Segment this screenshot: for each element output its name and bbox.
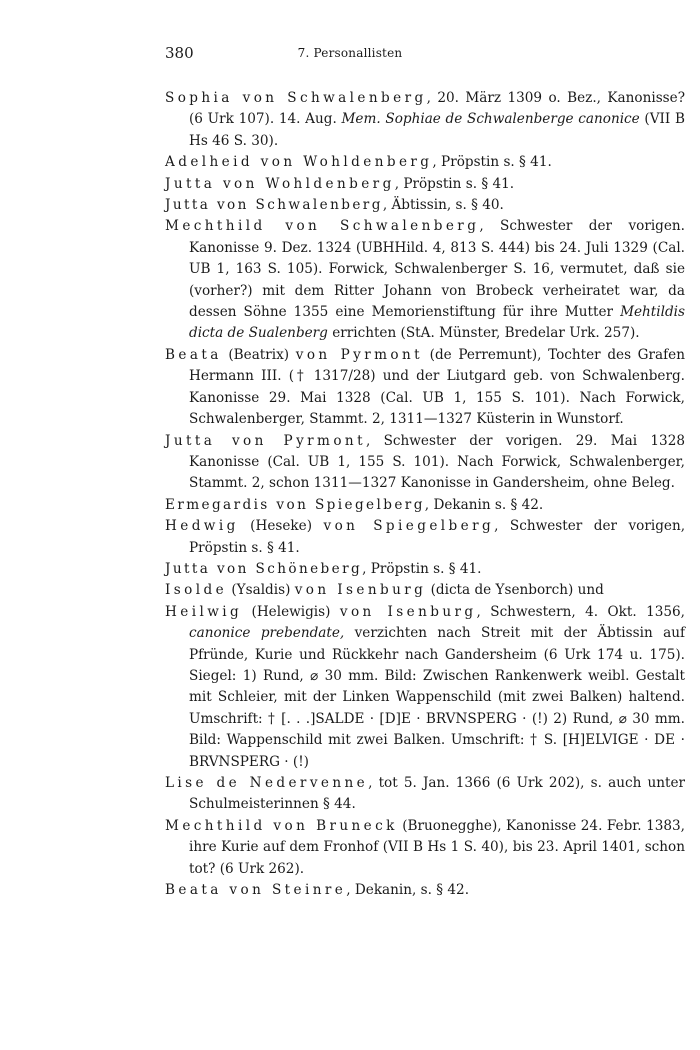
entry-text: , tot 5. Jan. 1366 (6 Urk 202), s. auch unter Schulmeisterinnen § 44. bbox=[189, 775, 685, 813]
person-name: Isolde bbox=[165, 582, 228, 599]
list-entry bbox=[165, 195, 685, 216]
person-name: Mechthild von Bruneck bbox=[165, 817, 398, 834]
entry-text: (Ysaldis) bbox=[227, 582, 295, 599]
entry-text: , Dekanin s. § 42. bbox=[424, 496, 544, 513]
page-header bbox=[0, 38, 700, 62]
entry-text: , Pröpstin s. § 41. bbox=[432, 154, 552, 171]
entry-text: , Schwester der vorigen. 29. Mai 1328 Kanonisse (Cal. UB 1, 155 S. 101). Nach Forwick, Schwalenberger, Stammt. 2, schon 1311—1327 Kanonisse in Gandersheim, ohne Beleg. bbox=[189, 432, 685, 492]
person-name: Lise de Nedervenne bbox=[165, 775, 369, 791]
person-name: von Spiegelberg bbox=[323, 518, 495, 535]
entry-text: , 20. März 1309 o. Bez., Kanonisse? (6 Urk 107). 14. Aug. bbox=[189, 90, 685, 128]
person-name: Adelheid von Wohldenberg bbox=[165, 154, 433, 171]
list-entry bbox=[165, 216, 685, 344]
entry-quote: Mem. Sophiae de Schwalenberge canonice bbox=[341, 111, 640, 128]
list-entry bbox=[165, 559, 685, 580]
list-entry bbox=[165, 816, 685, 880]
entry-text: (Heseke) bbox=[238, 518, 324, 535]
person-name: Hedwig bbox=[165, 518, 239, 535]
entry-quote: Mehtildis dicta de Sualenberg bbox=[189, 304, 685, 342]
list-entry bbox=[165, 431, 685, 495]
person-name: Heilwig bbox=[165, 603, 243, 620]
entry-text: , Schwestern, 4. Okt. 1356, bbox=[476, 603, 686, 620]
person-name: Jutta von Wohldenberg bbox=[165, 175, 395, 192]
entry-text: , Dekanin, s. § 42. bbox=[346, 882, 470, 899]
person-name: Beata bbox=[165, 346, 222, 363]
entry-text: (de Perremunt), Tochter des Grafen Hermann III. († 1317/28) und der Liutgard geb. von Schwalenberg. Kanonisse 29. Mai 1328 (Cal. UB 1, 155 S. 101). Nach Forwick, Schwalenberger, Stammt. 2, 1311—1327 Küsterin in Wunstorf. bbox=[189, 346, 685, 428]
person-name: Mechthild von Schwalenberg bbox=[165, 218, 480, 235]
person-list bbox=[165, 88, 685, 901]
entry-text: verzichten nach Streit mit der Äbtissin auf Pfründe, Kurie und Rückkehr nach Gandersheim (6 Urk 174 u. 175). Siegel: 1) Rund, ⌀ 30 mm. Bild: Zwischen Rankenwerk weibl. Gestalt mit Schleier, mit der Linken Wappenschild (mit zwei Balken) haltend. Umschrift: † [. . .]SALDE · [D]E · BRVNSPERG · (!) 2) Rund, ⌀ 30 mm. Bild: Wappenschild mit zwei Balken. Umschrift: † S. [H]ELVIGE · DE · BRVNSPERG · (!) bbox=[189, 625, 686, 770]
entry-text: (Beatrix) bbox=[221, 346, 296, 363]
list-entry bbox=[165, 152, 685, 173]
person-name: Jutta von Pyrmont bbox=[165, 432, 366, 449]
person-name: Ermegardis von Spiegelberg bbox=[165, 496, 425, 513]
entry-text: (dicta de Ysenborch) und bbox=[426, 582, 604, 599]
list-entry bbox=[165, 773, 685, 816]
list-entry bbox=[165, 880, 685, 901]
person-name: von Isenburg bbox=[339, 603, 477, 620]
list-entry bbox=[165, 580, 685, 601]
entry-text: errichten (StA. Münster, Bredelar Urk. 257). bbox=[327, 325, 640, 342]
entry-text: , Schwester der vorigen, Pröpstin s. § 41. bbox=[189, 518, 686, 556]
entry-text: , Pröpstin s. § 41. bbox=[394, 175, 515, 192]
list-entry bbox=[165, 602, 685, 773]
list-entry bbox=[165, 516, 685, 559]
list-entry bbox=[165, 345, 685, 431]
person-name: von Pyrmont bbox=[295, 346, 424, 363]
person-name: von Isenburg bbox=[294, 582, 427, 599]
list-entry bbox=[165, 174, 685, 195]
entry-text: , Äbtissin, s. § 40. bbox=[382, 197, 504, 214]
entry-text: , Schwester der vorigen. Kanonisse 9. Dez. 1324 (UBHHild. 4, 813 S. 444) bis 24. Juli 1329 (Cal. UB 1, 163 S. 105). Forwick, Schwalenberger S. 16, vermutet, daß sie (vorher?) mit dem Ritter Johann von Brobeck verheiratet war, da dessen Söhne 1355 eine Memorienstiftung für ihre Mutter bbox=[189, 218, 685, 321]
person-name: Sophia von Schwalenberg bbox=[165, 90, 427, 106]
entry-text: (Bruonegghe), Kanonisse 24. Febr. 1383, ihre Kurie auf dem Fronhof (VII B Hs 1 S. 40), bis 23. April 1401, schon tot? (6 Urk 262). bbox=[189, 817, 685, 877]
page-number: 380 bbox=[165, 44, 194, 62]
person-name: Jutta von Schöneberg bbox=[165, 560, 363, 577]
person-name: Jutta von Schwalenberg bbox=[165, 197, 383, 214]
running-head: 7. Personallisten bbox=[297, 46, 403, 60]
person-name: Beata von Steinre bbox=[165, 882, 347, 899]
entry-text: , Pröpstin s. § 41. bbox=[362, 560, 482, 577]
list-entry bbox=[165, 495, 685, 516]
list-entry bbox=[165, 88, 685, 152]
entry-text: (Helewigis) bbox=[242, 603, 340, 620]
entry-text: (VII B Hs 46 S. 30). bbox=[189, 111, 685, 149]
entry-quote: canonice prebendate, bbox=[189, 625, 345, 642]
